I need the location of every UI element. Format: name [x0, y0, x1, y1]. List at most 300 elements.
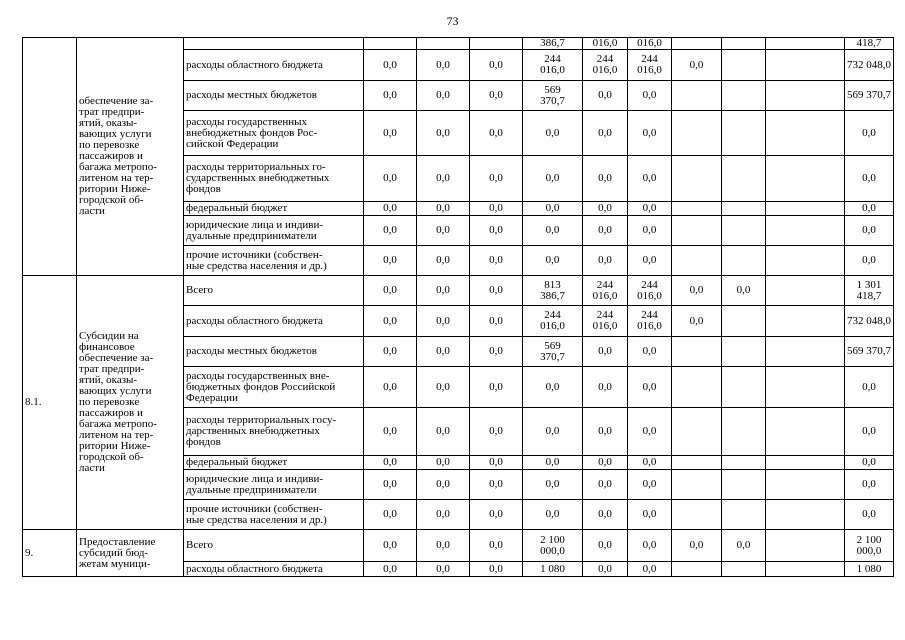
value-cell-line: 0,0 — [489, 58, 503, 71]
value-cell-line: 0,0 — [642, 172, 657, 184]
value-cell — [470, 530, 523, 562]
value-cell — [470, 500, 523, 530]
value-cell — [583, 562, 628, 577]
value-cell — [628, 408, 672, 456]
value-cell — [583, 337, 628, 367]
value-cell — [583, 306, 628, 337]
value-cell — [628, 81, 672, 111]
value-cell — [672, 500, 722, 530]
funding-source-cell-line: сийской Федерации — [186, 137, 279, 150]
value-cell-line: 016,0 — [637, 37, 662, 49]
value-cell — [470, 367, 523, 408]
value-cell-line: 569 — [544, 83, 561, 96]
budget-table — [22, 37, 894, 577]
value-cell — [672, 216, 722, 246]
value-cell-line: 0,0 — [642, 89, 657, 101]
item-name-cell — [77, 38, 184, 276]
total-value-cell — [845, 111, 894, 156]
value-cell — [417, 111, 470, 156]
value-cell — [523, 50, 583, 81]
value-cell-line: 0,0 — [642, 254, 657, 266]
value-cell — [722, 306, 766, 337]
value-cell — [628, 306, 672, 337]
value-cell-line: 0,0 — [436, 284, 450, 296]
funding-source-cell-line: расходы областного бюджета — [186, 58, 323, 71]
value-cell — [523, 500, 583, 530]
value-cell-line: 0,0 — [598, 380, 612, 393]
value-cell-line: 0,0 — [383, 345, 397, 357]
total-value-cell-line: 732 048,0 — [847, 58, 891, 71]
funding-source-cell — [184, 202, 364, 216]
value-cell-line: 0,0 — [489, 478, 503, 490]
item-name-cell-line: ятий, оказы- — [79, 374, 138, 386]
value-cell-line: 0,0 — [489, 425, 503, 437]
funding-source-cell — [184, 276, 364, 306]
value-cell — [722, 500, 766, 530]
item-name-cell-line: трат предпри- — [79, 106, 145, 118]
value-cell-line: 0,0 — [436, 224, 450, 236]
item-name-cell-line: вающих услуги — [79, 385, 152, 397]
total-value-cell — [845, 530, 894, 562]
total-value-cell — [845, 50, 894, 81]
value-cell-line: 0,0 — [598, 478, 612, 490]
value-cell — [722, 81, 766, 111]
value-cell — [628, 50, 672, 81]
value-cell-line: 0,0 — [545, 126, 560, 139]
total-value-cell — [845, 470, 894, 500]
funding-source-cell-line: расходы местных бюджетов — [186, 89, 318, 101]
value-cell-line: 0,0 — [598, 562, 612, 575]
value-cell-line: 0,0 — [545, 380, 560, 393]
value-cell-line: 0,0 — [436, 172, 450, 184]
funding-source-cell — [184, 111, 364, 156]
value-cell — [470, 276, 523, 306]
value-cell — [722, 38, 766, 50]
value-cell — [583, 81, 628, 111]
funding-source-cell — [184, 306, 364, 337]
value-cell-line: 0,0 — [489, 284, 503, 296]
value-cell-line: 0,0 — [383, 380, 397, 393]
total-value-cell-line: 1 301 — [856, 278, 882, 291]
value-cell-line: 244 — [641, 278, 658, 291]
value-cell — [583, 276, 628, 306]
value-cell-line: 0,0 — [436, 478, 450, 490]
value-cell — [583, 408, 628, 456]
total-value-cell-line: 2 100 — [856, 533, 882, 546]
value-cell — [628, 367, 672, 408]
value-cell-line: 1 080 — [540, 562, 565, 575]
value-cell-line: 0,0 — [436, 89, 450, 101]
item-name-cell-line: по перевозке — [79, 396, 140, 408]
item-name-cell-line: жетам муници- — [79, 557, 151, 570]
value-cell — [722, 276, 766, 306]
value-cell — [583, 111, 628, 156]
value-cell — [523, 470, 583, 500]
value-cell — [523, 81, 583, 111]
value-cell-line: 0,0 — [383, 126, 397, 139]
funding-source-cell-line: дуальные предприниматели — [186, 483, 317, 496]
item-number-cell: 9. — [23, 530, 77, 577]
total-value-cell — [845, 38, 894, 50]
value-cell-line: 0,0 — [436, 314, 450, 327]
value-cell — [470, 216, 523, 246]
value-cell-line: 0,0 — [642, 202, 657, 214]
value-cell — [722, 50, 766, 81]
value-cell — [364, 500, 417, 530]
total-value-cell-line: 569 370,7 — [847, 345, 891, 357]
value-cell — [364, 276, 417, 306]
funding-source-cell-line: расходы областного бюджета — [186, 314, 323, 327]
value-cell — [417, 530, 470, 562]
value-cell — [470, 50, 523, 81]
value-cell — [722, 470, 766, 500]
value-cell-line: 0,0 — [545, 508, 560, 520]
value-cell-line: 0,0 — [383, 314, 397, 327]
value-cell-line: 0,0 — [489, 456, 503, 468]
value-cell-line: 0,0 — [736, 284, 751, 296]
value-cell — [628, 216, 672, 246]
total-value-cell-line: 1 080 — [856, 562, 882, 575]
value-cell-line: 000,0 — [540, 544, 565, 557]
value-cell-line: 0,0 — [489, 539, 503, 551]
value-cell — [470, 156, 523, 202]
value-cell-line: 244 — [641, 309, 658, 321]
value-cell-line: 016,0 — [637, 64, 662, 76]
total-value-cell — [845, 202, 894, 216]
total-value-cell — [845, 156, 894, 202]
value-cell-line: 0,0 — [436, 562, 450, 575]
item-name-cell-line: городской об- — [79, 451, 144, 463]
value-cell — [417, 470, 470, 500]
value-cell — [364, 111, 417, 156]
total-value-cell-line: 0,0 — [862, 126, 876, 139]
value-cell — [470, 408, 523, 456]
item-name-cell-line: обеспечение за- — [79, 95, 154, 107]
value-cell — [523, 38, 583, 50]
funding-source-cell — [184, 81, 364, 111]
value-cell — [722, 456, 766, 470]
value-cell — [672, 156, 722, 202]
value-cell — [470, 38, 523, 50]
value-cell — [364, 408, 417, 456]
value-cell — [672, 408, 722, 456]
value-cell — [672, 50, 722, 81]
value-cell-line: 016,0 — [637, 320, 662, 332]
value-cell — [583, 456, 628, 470]
value-cell-line: 0,0 — [436, 126, 450, 139]
value-cell-line: 0,0 — [489, 314, 503, 327]
value-cell — [722, 337, 766, 367]
value-cell — [417, 306, 470, 337]
empty-cell — [766, 111, 845, 156]
value-cell — [364, 50, 417, 81]
item-name-cell-line: багажа метропо- — [79, 418, 157, 430]
value-cell — [672, 530, 722, 562]
funding-source-cell — [184, 562, 364, 577]
item-name-cell-line: субсидий бюд- — [79, 546, 149, 559]
funding-source-cell-line: расходы областного бюджета — [186, 562, 323, 575]
value-cell-line: 0,0 — [383, 172, 397, 184]
value-cell-line: 0,0 — [598, 224, 612, 236]
value-cell-line: 2 100 — [540, 533, 565, 546]
value-cell — [722, 530, 766, 562]
value-cell-line: 0,0 — [642, 478, 657, 490]
value-cell-line: 0,0 — [436, 380, 450, 393]
value-cell-line: 0,0 — [383, 89, 397, 101]
item-name-cell-line: ятий, оказы- — [79, 117, 138, 129]
value-cell — [523, 562, 583, 577]
table-row — [23, 530, 894, 562]
value-cell-line: 0,0 — [436, 508, 450, 520]
total-value-cell-line: 418,7 — [856, 289, 882, 302]
value-cell — [722, 246, 766, 276]
item-name-cell-line: ласти — [79, 462, 105, 474]
funding-source-cell-line: фондов — [186, 436, 221, 448]
funding-source-cell-line: дуальные предприниматели — [186, 229, 317, 242]
value-cell — [470, 470, 523, 500]
value-cell — [417, 500, 470, 530]
funding-source-cell — [184, 50, 364, 81]
funding-source-cell-line: расходы территориальных го- — [186, 161, 326, 173]
value-cell — [523, 337, 583, 367]
funding-source-cell-line: прочие источники (собствен- — [186, 248, 323, 261]
value-cell — [523, 276, 583, 306]
total-value-cell — [845, 367, 894, 408]
value-cell-line: 016,0 — [592, 37, 618, 49]
value-cell-line: 0,0 — [689, 284, 704, 296]
total-value-cell — [845, 408, 894, 456]
value-cell — [672, 456, 722, 470]
total-value-cell-line: 0,0 — [862, 508, 876, 520]
value-cell-line: 0,0 — [545, 172, 560, 184]
item-name-cell-line: городской об- — [79, 194, 144, 206]
value-cell-line: 0,0 — [545, 224, 560, 236]
value-cell-line: 0,0 — [436, 425, 450, 437]
value-cell — [364, 81, 417, 111]
value-cell-line: 0,0 — [642, 126, 657, 139]
value-cell-line: 0,0 — [642, 562, 657, 575]
funding-source-cell-line: дарственных внебюджетных — [186, 425, 320, 437]
value-cell-line: 244 — [596, 53, 614, 65]
item-name-cell-line: ритории Ниже- — [79, 440, 151, 452]
funding-source-cell-line: Федерации — [186, 391, 238, 404]
funding-source-cell-line: Всего — [186, 284, 213, 296]
value-cell — [583, 216, 628, 246]
value-cell-line: 0,0 — [489, 126, 503, 139]
empty-cell — [766, 202, 845, 216]
funding-source-cell — [184, 216, 364, 246]
value-cell-line: 0,0 — [489, 380, 503, 393]
empty-cell — [766, 367, 845, 408]
item-name-cell-line: Субсидии на — [79, 330, 139, 342]
value-cell-line: 0,0 — [436, 456, 450, 468]
value-cell — [523, 367, 583, 408]
value-cell-line: 016,0 — [540, 64, 565, 76]
value-cell-line: 0,0 — [545, 456, 560, 468]
value-cell — [672, 246, 722, 276]
value-cell-line: 0,0 — [383, 254, 397, 266]
empty-cell — [766, 216, 845, 246]
value-cell-line: 0,0 — [642, 224, 657, 236]
value-cell — [470, 306, 523, 337]
value-cell-line: 0,0 — [642, 456, 657, 468]
value-cell — [364, 202, 417, 216]
funding-source-cell-line: федеральный бюджет — [186, 202, 288, 214]
value-cell-line: 0,0 — [489, 202, 503, 214]
funding-source-cell — [184, 408, 364, 456]
value-cell — [583, 202, 628, 216]
empty-cell — [766, 337, 845, 367]
value-cell — [672, 38, 722, 50]
funding-source-cell-line: фондов — [186, 183, 221, 195]
empty-cell — [766, 408, 845, 456]
value-cell — [470, 202, 523, 216]
value-cell — [672, 367, 722, 408]
value-cell-line: 0,0 — [598, 456, 612, 468]
value-cell-line: 0,0 — [598, 508, 612, 520]
value-cell — [628, 276, 672, 306]
value-cell-line: 016,0 — [592, 64, 618, 76]
total-value-cell-line: 418,7 — [856, 37, 882, 49]
funding-source-cell — [184, 367, 364, 408]
value-cell — [364, 456, 417, 470]
funding-source-cell-line: федеральный бюджет — [186, 456, 288, 468]
value-cell-line: 0,0 — [598, 254, 612, 266]
value-cell — [583, 530, 628, 562]
value-cell — [364, 470, 417, 500]
empty-cell — [766, 156, 845, 202]
value-cell — [364, 367, 417, 408]
total-value-cell-line: 0,0 — [862, 172, 876, 184]
total-value-cell — [845, 276, 894, 306]
value-cell — [417, 81, 470, 111]
value-cell — [470, 111, 523, 156]
value-cell — [583, 246, 628, 276]
value-cell — [364, 38, 417, 50]
value-cell — [722, 216, 766, 246]
value-cell-line: 016,0 — [592, 320, 618, 332]
value-cell — [628, 470, 672, 500]
value-cell-line: 0,0 — [436, 58, 450, 71]
total-value-cell-line: 0,0 — [862, 380, 876, 393]
value-cell-line: 0,0 — [689, 314, 704, 327]
funding-source-cell-line: расходы местных бюджетов — [186, 345, 318, 357]
item-name-cell-line: литеном на тер- — [79, 172, 154, 184]
value-cell — [672, 306, 722, 337]
value-cell-line: 0,0 — [383, 58, 397, 71]
value-cell — [523, 456, 583, 470]
value-cell-line: 0,0 — [436, 539, 450, 551]
value-cell-line: 0,0 — [545, 254, 560, 266]
value-cell — [417, 38, 470, 50]
value-cell — [417, 216, 470, 246]
value-cell — [523, 246, 583, 276]
item-name-cell-line: ласти — [79, 205, 105, 217]
value-cell — [583, 38, 628, 50]
value-cell — [417, 367, 470, 408]
value-cell — [417, 562, 470, 577]
item-number-cell: 8.1. — [23, 276, 77, 530]
value-cell-line: 0,0 — [383, 478, 397, 490]
item-name-cell-line: пассажиров и — [79, 150, 143, 162]
value-cell-line: 0,0 — [489, 254, 503, 266]
value-cell-line: 0,0 — [642, 380, 657, 393]
value-cell — [628, 562, 672, 577]
value-cell-line: 0,0 — [383, 284, 397, 296]
value-cell-line: 370,7 — [540, 94, 565, 107]
funding-source-cell-line: бюджетных фондов Российской — [186, 380, 336, 393]
budget-table-body — [23, 38, 894, 577]
total-value-cell-line: 0,0 — [862, 425, 876, 437]
value-cell-line: 0,0 — [383, 202, 397, 214]
value-cell — [470, 456, 523, 470]
value-cell-line: 244 — [544, 53, 561, 65]
total-value-cell-line: 569 370,7 — [847, 89, 891, 101]
funding-source-cell — [184, 38, 364, 50]
value-cell-line: 0,0 — [545, 478, 560, 490]
value-cell-line: 813 — [544, 278, 561, 291]
value-cell-line: 0,0 — [383, 425, 397, 437]
total-value-cell — [845, 337, 894, 367]
value-cell — [672, 111, 722, 156]
value-cell — [417, 276, 470, 306]
empty-cell — [766, 500, 845, 530]
item-name-cell-line: вающих услуги — [79, 128, 152, 140]
value-cell — [628, 500, 672, 530]
value-cell — [523, 530, 583, 562]
total-value-cell — [845, 216, 894, 246]
value-cell — [523, 111, 583, 156]
total-value-cell — [845, 81, 894, 111]
value-cell — [583, 156, 628, 202]
value-cell-line: 0,0 — [598, 172, 612, 184]
empty-cell — [766, 562, 845, 577]
value-cell — [417, 337, 470, 367]
value-cell — [364, 246, 417, 276]
empty-cell — [766, 276, 845, 306]
value-cell — [523, 156, 583, 202]
funding-source-cell-line: юридические лица и индиви- — [186, 472, 324, 485]
funding-source-cell-line: сударственных внебюджетных — [186, 172, 330, 184]
empty-cell — [766, 530, 845, 562]
value-cell — [628, 38, 672, 50]
value-cell-line: 0,0 — [489, 508, 503, 520]
item-number-cell — [23, 38, 77, 276]
item-name-cell-line: по перевозке — [79, 139, 140, 151]
value-cell-line: 0,0 — [642, 345, 657, 357]
value-cell-line: 244 — [596, 278, 614, 291]
item-name-cell-line: литеном на тер- — [79, 429, 154, 441]
total-value-cell-line: 0,0 — [862, 202, 876, 214]
value-cell-line: 0,0 — [383, 224, 397, 236]
item-name-cell — [77, 530, 184, 577]
value-cell-line: 016,0 — [540, 320, 565, 332]
value-cell-line: 244 — [544, 309, 561, 321]
value-cell — [722, 408, 766, 456]
value-cell-line: 0,0 — [489, 562, 503, 575]
item-name-cell-line: багажа метропо- — [79, 161, 157, 173]
value-cell — [470, 81, 523, 111]
total-value-cell — [845, 306, 894, 337]
value-cell-line: 0,0 — [689, 58, 704, 71]
value-cell — [364, 562, 417, 577]
funding-source-cell — [184, 456, 364, 470]
value-cell-line: 0,0 — [436, 345, 450, 357]
item-name-cell-line: пассажиров и — [79, 407, 143, 419]
value-cell-line: 0,0 — [489, 89, 503, 101]
funding-source-cell — [184, 500, 364, 530]
value-cell — [722, 202, 766, 216]
